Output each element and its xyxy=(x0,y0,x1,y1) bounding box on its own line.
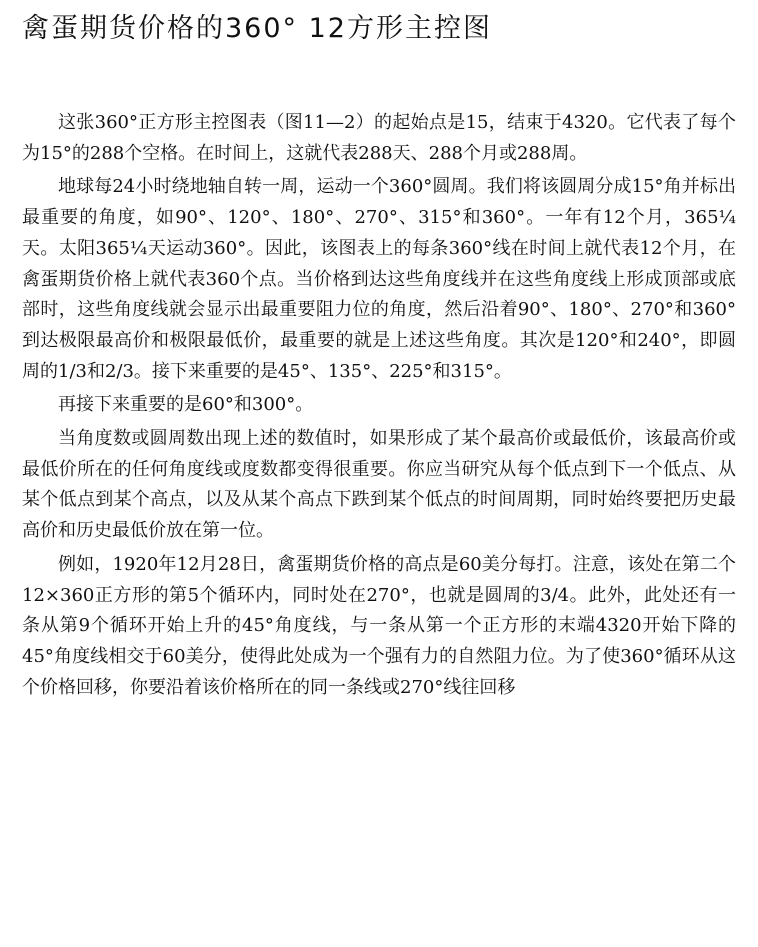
paragraph-2: 地球每24小时绕地轴自转一周，运动一个360°圆周。我们将该圆周分成15°角并标出最重要的角度，如90°、120°、180°、270°、315°和360°。一年有12个月，365¼天。太阳365¼天运动360°。因此，该图表上的每条360°线在时间上就代表12个月，在禽蛋期货价格上就代表360个点。当价格到达这些角度线并在这些角度线上形成顶部或底部时，这些角度线就会显示出最重要阻力位的角度，然后沿着90°、180°、270°和360°到达极限最高价和极限最低价，最重要的就是上述这些角度。其次是120°和240°，即圆周的1/3和2/3。接下来重要的是45°、135°、225°和315°。 xyxy=(22,176,736,382)
body-text xyxy=(22,108,736,703)
paragraph-5: 例如，1920年12月28日，禽蛋期货价格的高点是60美分每打。注意，该处在第二个12×360正方形的第5个循环内，同时处在270°，也就是圆周的3/4。此外，此处还有一条从第9个循环开始上升的45°角度线，与一条从第一个正方形的末端4320开始下降的45°角度线相交于60美分，使得此处成为一个强有力的自然阻力位。为了使360°循环从这个价格回移，你要沿着该价格所在的同一条线或270°线往回移 xyxy=(22,553,736,698)
paragraph-1: 这张360°正方形主控图表（图11—2）的起始点是15，结束于4320。它代表了每个为15°的288个空格。在时间上，这就代表288天、288个月或288周。 xyxy=(22,112,736,164)
page-title: 禽蛋期货价格的360° 12方形主控图 xyxy=(22,13,492,44)
paragraph-4: 当角度数或圆周数出现上述的数值时，如果形成了某个最高价或最低价，该最高价或最低价所在的任何角度线或度数都变得很重要。你应当研究从每个低点到下一个低点、从某个低点到某个高点，以及从某个高点下跌到某个低点的时间周期，同时始终要把历史最高价和历史最低价放在第一位。 xyxy=(22,428,736,542)
paragraph-3: 再接下来重要的是60°和300°。 xyxy=(58,394,314,416)
